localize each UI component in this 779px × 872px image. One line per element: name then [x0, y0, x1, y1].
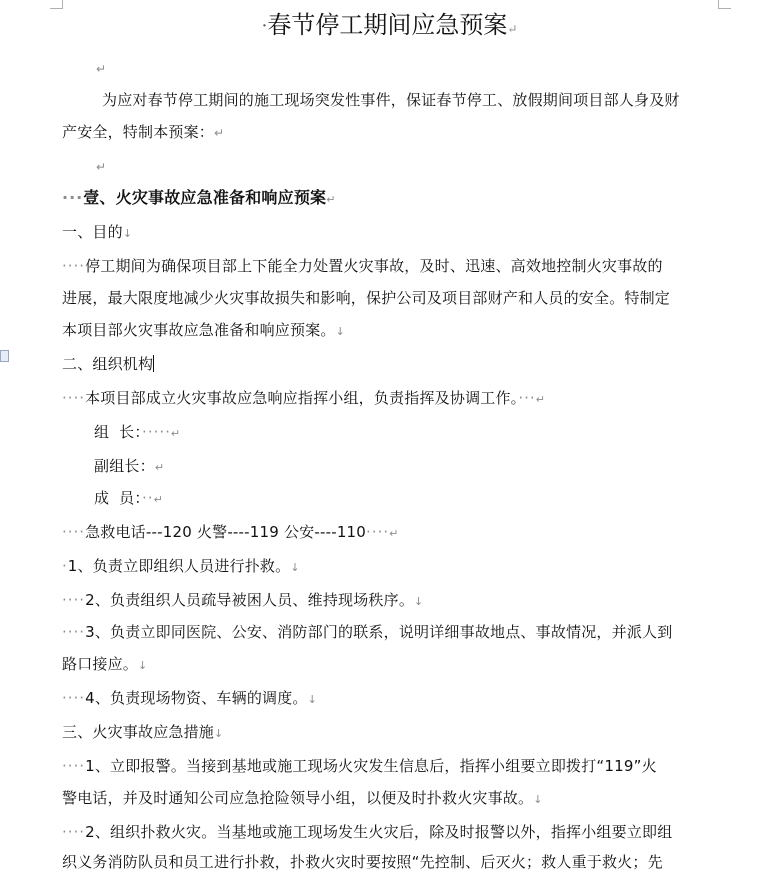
- paragraph-mark: ↵: [154, 461, 165, 474]
- paragraph-mark: ↵: [96, 62, 107, 76]
- goal-line-1: [62, 256, 663, 276]
- role-label: 副组长：: [94, 457, 155, 475]
- space-marks: ···: [62, 188, 84, 207]
- title-text: 春节停工期间应急预案: [267, 11, 508, 39]
- goal-line-2: [62, 288, 670, 308]
- document-title: [0, 8, 779, 46]
- duty-text: 3、负责立即同医院、公安、消防部门的联系，说明详细事故地点、事故情况，并派人到: [85, 623, 673, 641]
- subheading-text: 二、组织机构: [62, 355, 154, 373]
- space-marks: ····: [62, 623, 86, 641]
- space-marks: ·: [62, 557, 68, 575]
- role-deputy: [94, 456, 164, 478]
- space-marks: ····: [62, 689, 86, 707]
- line-break-mark: ↓: [214, 727, 224, 740]
- emergency-phones-text: 急救电话---120 火警----119 公安----110: [85, 523, 367, 541]
- duty-4: [62, 688, 317, 710]
- paragraph-mark: ↵: [389, 527, 399, 540]
- empty-paragraph: [96, 156, 106, 177]
- line-break-mark: ↓: [138, 659, 148, 672]
- paragraph-mark: ↵: [153, 493, 164, 506]
- space-marks: ····: [62, 389, 86, 407]
- paragraph-mark: ↵: [214, 126, 225, 140]
- document-margin-icon: [0, 350, 9, 362]
- space-marks: ····: [62, 757, 86, 775]
- org-text-line: [62, 388, 545, 410]
- space-marks: ····: [62, 523, 86, 541]
- intro-line-1: [102, 90, 680, 110]
- paragraph-mark: ↵: [96, 160, 107, 174]
- measure-text: 警电话，并及时通知公司应急抢险领导小组，以便及时扑救火灾事故。: [62, 789, 534, 807]
- title-bullet-mark: ·: [261, 15, 268, 37]
- space-marks: ····: [62, 591, 86, 609]
- subheading-text: 一、目的: [62, 223, 123, 241]
- line-break-mark: ↓: [290, 561, 300, 574]
- duty-2: [62, 590, 423, 612]
- space-marks: ··: [142, 489, 154, 507]
- goal-text: 停工期间为确保项目部上下能全力处置火灾事故，及时、迅速、高效地控制火灾事故的: [85, 257, 663, 275]
- role-leader: [94, 422, 180, 444]
- space-marks: ····: [366, 523, 390, 541]
- goal-line-3: [62, 320, 345, 342]
- space-marks: ·····: [142, 423, 171, 441]
- paragraph-mark: ↵: [535, 393, 546, 406]
- subheading-measures: [62, 722, 223, 744]
- line-break-mark: ↓: [122, 227, 133, 240]
- duty-text: 4、负责现场物资、车辆的调度。: [85, 689, 308, 707]
- intro-line-2: [62, 122, 224, 143]
- duty-text: 2、负责组织人员疏导被困人员、维持现场秩序。: [85, 591, 415, 609]
- space-marks: ····: [62, 823, 86, 841]
- measure-2-cont: [62, 852, 663, 872]
- measure-1: [62, 756, 657, 776]
- goal-text: 本项目部火灾事故应急准备和响应预案。: [62, 321, 336, 339]
- paragraph-mark: ↵: [170, 427, 181, 440]
- measure-text: 2、组织扑救火灾。当基地或施工现场发生火灾后，除及时报警以外，指挥小组要立即组: [85, 823, 673, 841]
- measure-text: 1、立即报警。当接到基地或施工现场火灾发生信息后，指挥小组要立即拨打“119”火: [85, 757, 657, 775]
- org-text: 本项目部成立火灾事故应急响应指挥小组，负责指挥及协调工作。: [85, 389, 519, 407]
- subheading-goal: [62, 222, 132, 244]
- role-member: [94, 488, 163, 510]
- measure-text: 织义务消防队员和员工进行扑救，扑救火灾时要按照“先控制、后灭火；救人重于救火；先: [62, 853, 663, 871]
- line-break-mark: ↓: [335, 325, 346, 338]
- line-break-mark: ↓: [533, 793, 543, 806]
- section-heading-text: 壹、火灾事故应急准备和响应预案: [83, 188, 327, 207]
- emergency-phones: [62, 522, 399, 544]
- measure-2: [62, 822, 672, 842]
- space-marks: ····: [62, 257, 86, 275]
- section-heading: [62, 188, 336, 210]
- duty-3-cont: [62, 654, 147, 676]
- paragraph-mark: ↵: [326, 193, 336, 206]
- intro-text: 产安全，特制本预案：: [62, 123, 215, 141]
- role-label: 组 长：: [94, 423, 143, 441]
- duty-1: [62, 556, 300, 578]
- text-cursor: [153, 355, 154, 372]
- duty-text: 路口接应。: [62, 655, 139, 673]
- space-marks: ···: [518, 389, 536, 407]
- measure-1-cont: [62, 788, 543, 810]
- intro-text: 为应对春节停工期间的施工现场突发性事件，保证春节停工、放假期间项目部人身及财: [102, 91, 680, 109]
- subheading-org: [62, 354, 154, 374]
- role-label: 成 员：: [94, 489, 143, 507]
- subheading-text: 三、火灾事故应急措施: [62, 723, 215, 741]
- line-break-mark: ↓: [414, 595, 424, 608]
- line-break-mark: ↓: [307, 693, 318, 706]
- duty-3: [62, 622, 672, 642]
- empty-paragraph: [96, 58, 106, 79]
- goal-text: 进展，最大限度地减少火灾事故损失和影响，保护公司及项目部财产和人员的安全。特制定: [62, 289, 671, 307]
- paragraph-mark: ↵: [507, 22, 518, 36]
- duty-text: 1、负责立即组织人员进行扑救。: [67, 557, 291, 575]
